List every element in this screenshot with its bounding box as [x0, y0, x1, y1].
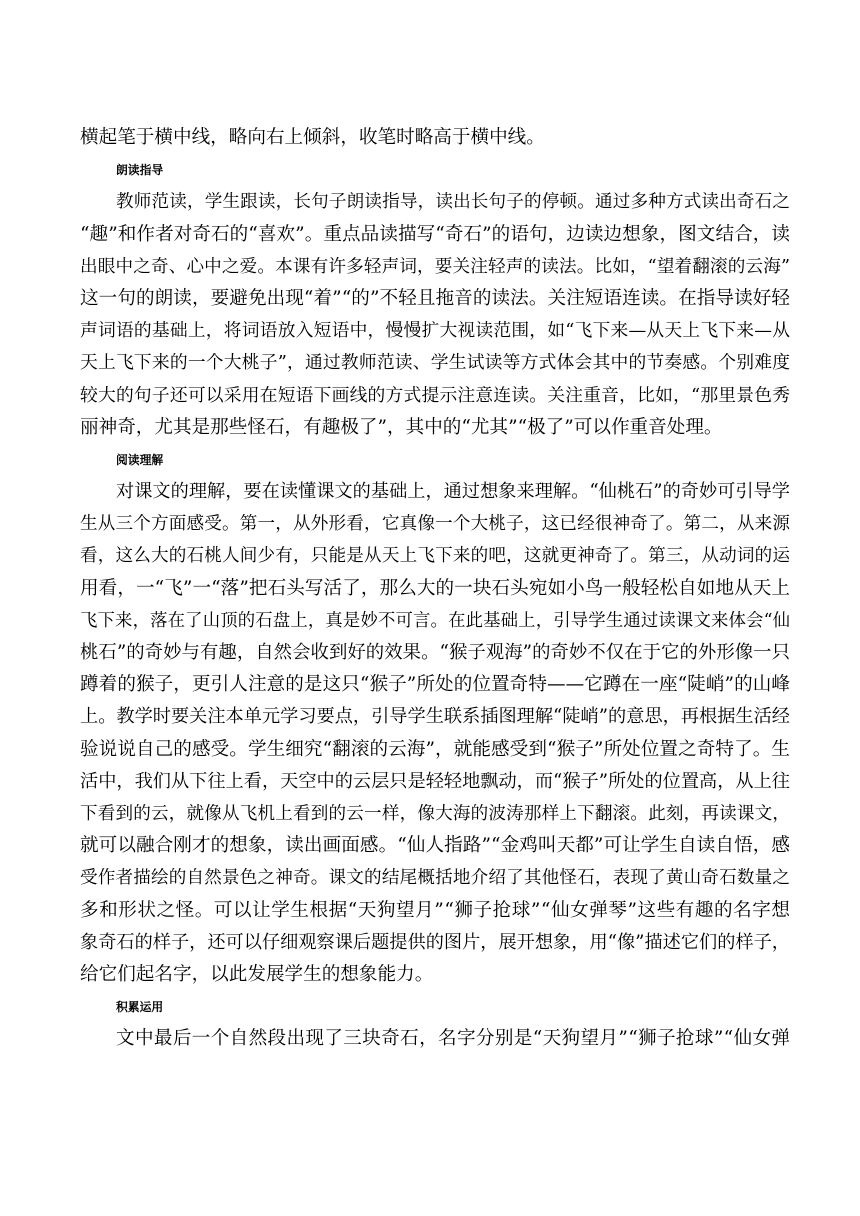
paragraph-line: 受作者描绘的自然景色之神奇。课文的结尾概括地介绍了其他怪石，表现了黄山奇石数量之 [80, 868, 791, 889]
paragraph-line: 文中最后一个自然段出现了三块奇石，名字分别是“天狗望月”“狮子抢球”“仙女弹 [116, 1028, 791, 1050]
document-page [80, 122, 790, 1055]
paragraph-line: 桃石”的奇妙与有趣，自然会收到好的效果。“猴子观海”的奇妙不仅在于它的外形像一只 [80, 642, 791, 663]
paragraph-line: 活中，我们从下往上看，天空中的云层只是轻轻地飘动，而“猴子”所处的位置高，从上往 [80, 770, 790, 792]
paragraph-line: 看，这么大的石桃人间少有，只能是从天上飞下来的吧，这就更神奇了。第三，从动词的运 [80, 546, 791, 567]
paragraph-line: 象奇石的样子，还可以仔细观察课后题提供的图片，展开想象，用“像”描述它们的样子， [80, 931, 790, 953]
paragraph-line: 下看到的云，就像从飞机上看到的云一样，像大海的波涛那样上下翻滚。此刻，再读课文， [80, 803, 791, 824]
paragraph-line: 出眼中之奇、心中之爱。本课有许多轻声词，要关注轻声的读法。比如，“望着翻滚的云海” [80, 256, 791, 277]
paragraph-line: 多和形状之怪。可以让学生根据“天狗望月”“狮子抢球”“仙女弹琴”这些有趣的名字想 [80, 899, 791, 921]
paragraph-line: 上。教学时要关注本单元学习要点，引导学生联系插图理解“陡峭”的意思，再根据生活经 [80, 706, 790, 728]
paragraph-line: 蹲着的猴子，更引人注意的是这只“猴子”所处的位置奇特——它蹲在一座“陡峭”的山峰 [80, 674, 791, 696]
paragraph-line: 较大的句子还可以采用在短语下画线的方式提示注意连读。关注重音，比如，“那里景色秀 [80, 384, 791, 406]
section-heading: 朗读指导 [116, 163, 164, 178]
section-heading: 积累运用 [116, 1000, 164, 1015]
paragraph-line: 这一句的朗读，要避免出现“着”“的”不轻且拖音的读法。关注短语连读。在指导读好轻 [80, 287, 791, 309]
paragraph-line: 飞下来，落在了山顶的石盘上，真是妙不可言。在此基础上，引导学生通过读课文来体会“仙 [80, 610, 791, 631]
paragraph-line: 教师范读，学生跟读，长句子朗读指导，读出长句子的停顿。通过多种方式读出奇石之 [116, 192, 791, 213]
paragraph-line: 验说说自己的感受。学生细究“翻滚的云海”，就能感受到“猴子”所处位置之奇特了。生 [80, 738, 791, 760]
paragraph-line: “趣”和作者对奇石的“喜欢”。重点品读描写“奇石”的语句，边读边想象，图文结合，读 [80, 223, 791, 245]
paragraph-line: 天上飞下来的一个大桃子”，通过教师范读、学生试读等方式体会其中的节奏感。个别难度 [80, 352, 791, 374]
section-heading: 阅读理解 [116, 452, 164, 467]
paragraph-line: 横起笔于横中线，略向右上倾斜，收笔时略高于横中线。 [80, 127, 545, 148]
paragraph-line: 声词语的基础上，将词语放入短语中，慢慢扩大视读范围，如“飞下来—从天上飞下来—从 [80, 320, 791, 342]
paragraph-line: 生从三个方面感受。第一，从外形看，它真像一个大桃子，这已经很神奇了。第二，从来源 [80, 514, 791, 535]
paragraph-line: 给它们起名字，以此发展学生的想象能力。 [80, 963, 434, 985]
paragraph-line: 就可以融合刚才的想象，读出画面感。“仙人指路”“金鸡叫天都”可让学生自读自悟，感 [80, 835, 791, 857]
paragraph-line: 对课文的理解，要在读懂课文的基础上，通过想象来理解。“仙桃石”的奇妙可引导学 [116, 481, 791, 503]
paragraph-line: 丽神奇，尤其是那些怪石，有趣极了”，其中的“尤其”“极了”可以作重音处理。 [80, 416, 723, 438]
paragraph-line: 用看，一“飞”一“落”把石头写活了，那么大的一块石头宛如小鸟一般轻松自如地从天上 [80, 577, 791, 599]
